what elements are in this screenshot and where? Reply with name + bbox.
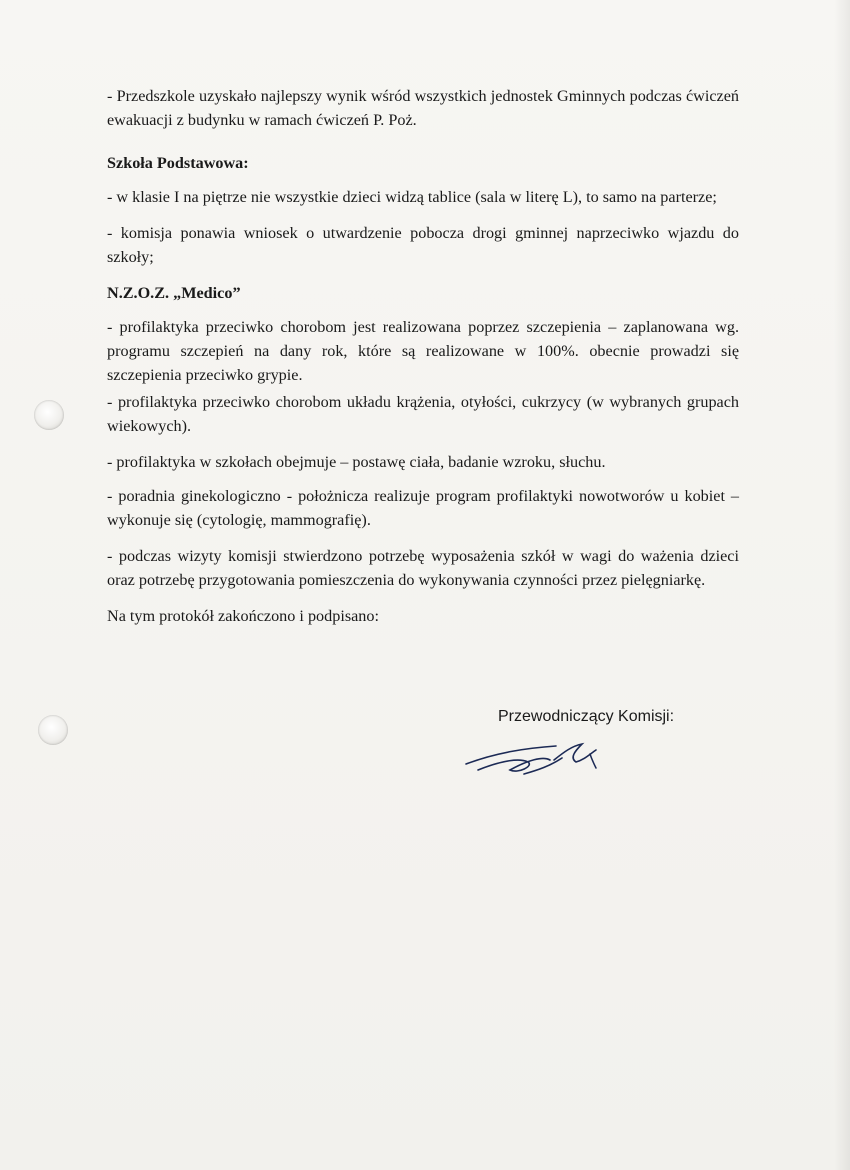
paragraph-closing: Na tym protokół zakończono i podpisano: [107,607,379,625]
paragraph-school-prevention: - profilaktyka w szkołach obejmuje – postawę ciała, badanie wzroku, słuchu. [107,453,606,471]
paragraph-road-request: - komisja ponawia wniosek o utwardzenie pobocza drogi gminnej naprzeciwko wjazdu do szkoły; [107,224,739,266]
paragraph-gynecology: - poradnia ginekologiczno - położnicza realizuje program profilaktyki nowotworów u kobiet – wykonuje się (cytologię, mammografię). [107,487,739,529]
punch-hole [38,715,68,745]
signature-title: Przewodniczący Komisji: [498,708,675,725]
page-edge-shadow [834,0,850,1170]
heading-medico: N.Z.O.Z. „Medico” [107,284,241,302]
paragraph-class-boards: - w klasie I na piętrze nie wszystkie dzieci widzą tablice (sala w literę L), to samo na parterze; [107,188,717,206]
paragraph-scales-need: - podczas wizyty komisji stwierdzono potrzebę wyposażenia szkół w wagi do ważenia dzieci oraz potrzebę przygotowania pomieszczenia do wykonywania czynności przez pielęgniarkę. [107,547,739,589]
signature-block [498,708,698,726]
handwritten-signature [458,730,628,790]
paragraph-circulatory-prevention: - profilaktyka przeciwko chorobom układu krążenia, otyłości, cukrzycy (w wybranych grupach wiekowych). [107,393,739,435]
paragraph-preschool-result: - Przedszkole uzyskało najlepszy wynik wśród wszystkich jednostek Gminnych podczas ćwiczeń ewakuacji z budynku w ramach ćwiczeń P. Poż. [107,87,739,129]
paragraph-vaccinations: - profilaktyka przeciwko chorobom jest realizowana poprzez szczepienia – zaplanowana wg. programu szczepień na dany rok, które są realizowane w 100%. obecnie prowadzi się szczepienia przeciwko grypie. [107,318,739,384]
heading-primary-school: Szkoła Podstawowa: [107,154,249,172]
punch-hole [34,400,64,430]
